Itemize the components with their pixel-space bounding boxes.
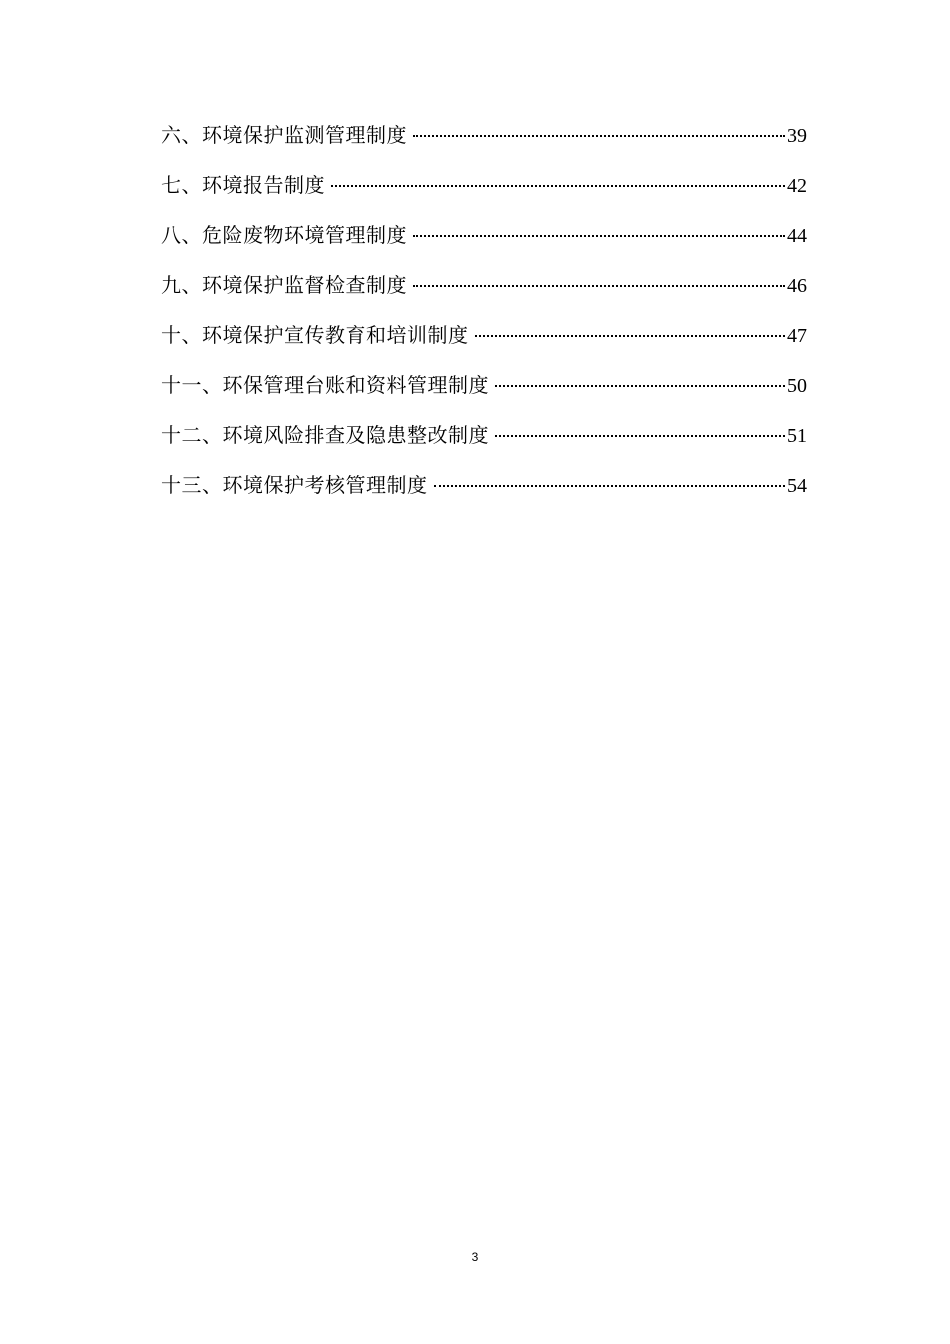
toc-entry[interactable] [161,467,807,517]
toc-entry-page: 44 [787,225,807,247]
toc-entry[interactable] [161,217,807,267]
toc-entry-page: 51 [787,425,807,447]
toc-dot-leader [495,435,785,437]
toc-entry[interactable] [161,167,807,217]
toc-entry[interactable] [161,267,807,317]
toc-entry-page: 46 [787,275,807,297]
toc-dot-leader [413,135,785,137]
toc-dot-leader [331,185,785,187]
toc-entry-title: 十二、环境风险排查及隐患整改制度 [161,423,489,447]
table-of-contents [161,117,807,517]
toc-dot-leader [413,285,785,287]
toc-entry-page: 54 [787,475,807,497]
toc-entry-page: 50 [787,375,807,397]
toc-entry-page: 47 [787,325,807,347]
page-number: 3 [471,1250,479,1264]
toc-entry-page: 39 [787,125,807,147]
toc-entry-title: 八、危险废物环境管理制度 [161,223,407,247]
toc-entry-title: 七、环境报告制度 [161,173,325,197]
toc-dot-leader [475,335,786,337]
toc-dot-leader [413,235,785,237]
toc-dot-leader [495,385,785,387]
toc-entry-title: 十一、环保管理台账和资料管理制度 [161,373,489,397]
toc-entry[interactable] [161,317,807,367]
toc-entry-page: 42 [787,175,807,197]
toc-entry[interactable] [161,117,807,167]
toc-entry-title: 六、环境保护监测管理制度 [161,123,407,147]
toc-entry-title: 十、环境保护宣传教育和培训制度 [161,323,469,347]
toc-entry[interactable] [161,417,807,467]
toc-dot-leader [434,485,786,487]
toc-entry-title: 十三、环境保护考核管理制度 [161,473,428,497]
toc-entry-title: 九、环境保护监督检查制度 [161,273,407,297]
toc-entry[interactable] [161,367,807,417]
